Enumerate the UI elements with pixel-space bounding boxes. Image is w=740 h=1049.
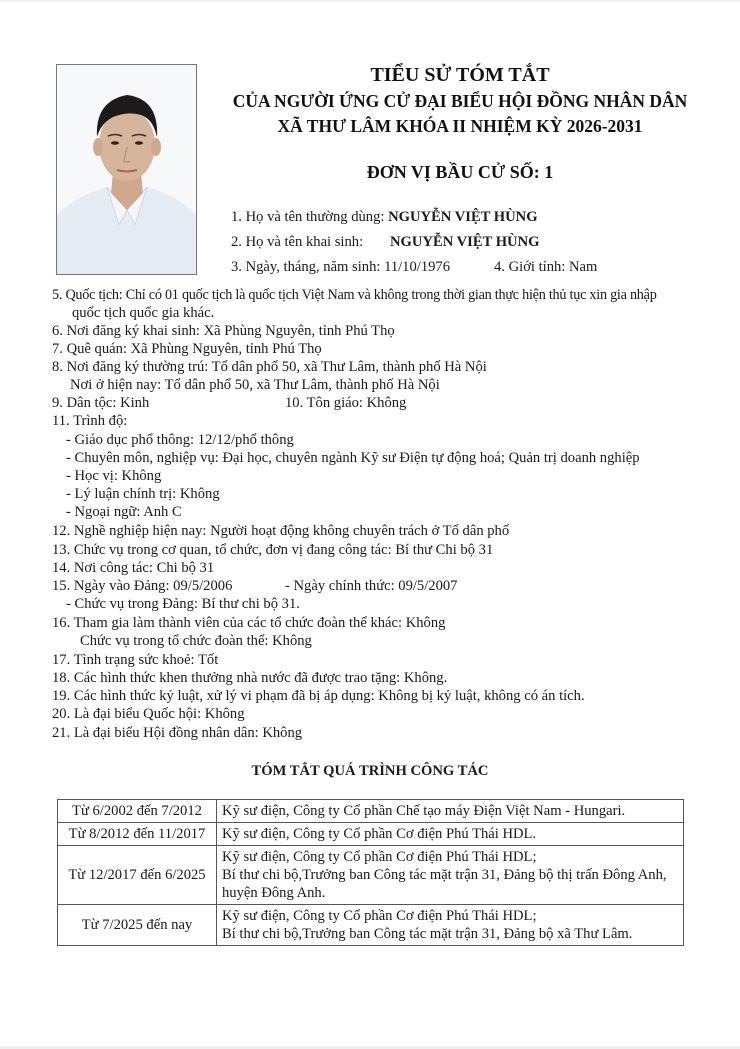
field-birth-name [231,233,363,251]
field-mass-org-position: Chức vụ trong tổ chức đoàn thể: Không [80,633,312,649]
description-line: Bí thư chi bộ,Trưởng ban Công tác mặt trận 31, Đảng bộ thị trấn Đông Anh, [222,867,667,883]
document-subtitle-2: XÃ THƯ LÂM KHÓA II NHIỆM KỲ 2026-2031 [277,116,643,136]
field-common-name [231,208,538,226]
field-peoples-council-delegate: 21. Là đại biểu Hội đồng nhân dân: Không [52,725,303,741]
portrait-photo [56,64,197,275]
field-birth-name-value: NGUYỄN VIỆT HÙNG [390,234,540,250]
field-nationality: 5. Quốc tịch: Chỉ có 01 quốc tịch là quốc tịch Việt Nam và không trong thời gian thực hiện thủ tục xin gia nhập [52,287,657,303]
description-cell [217,846,684,905]
table-row [58,905,684,946]
education-item-specialty: - Chuyên môn, nghiệp vụ: Đại học, chuyên ngành Kỹ sư Điện tự động hoá; Quản trị doanh nghiệp [66,450,640,466]
field-hometown: 7. Quê quán: Xã Phùng Nguyên, tỉnh Phú Thọ [52,341,322,357]
field-national-assembly-delegate: 20. Là đại biểu Quốc hội: Không [52,706,245,722]
field-current-residence: Nơi ở hiện nay: Tổ dân phố 50, xã Thư Lâm, thành phố Hà Nội [70,377,440,393]
field-mass-organizations: 16. Tham gia làm thành viên của các tổ chức đoàn thể khác: Không [52,615,446,631]
table-row [58,846,684,905]
field-awards: 18. Các hình thức khen thưởng nhà nước đã được trao tặng: Không. [52,670,448,686]
field-party-position: - Chức vụ trong Đảng: Bí thư chi bộ 31. [66,596,300,612]
field-gender: 4. Giới tính: Nam [494,259,598,275]
field-birth-registration: 6. Nơi đăng ký khai sinh: Xã Phùng Nguyên, tỉnh Phú Thọ [52,323,395,339]
field-party-official-date: - Ngày chính thức: 09/5/2007 [285,578,458,594]
period-cell: Từ 7/2025 đến nay [58,905,217,946]
field-health: 17. Tình trạng sức khoẻ: Tốt [52,652,219,668]
description-cell [217,905,684,946]
work-history-table [57,799,684,946]
election-unit-heading: ĐƠN VỊ BẦU CỬ SỐ: 1 [366,162,554,182]
description-line: Kỹ sư điện, Công ty Cổ phần Chế tạo máy Điện Việt Nam - Hungari. [222,803,626,819]
period-cell: Từ 8/2012 đến 11/2017 [58,823,217,846]
field-religion: 10. Tôn giáo: Không [285,395,407,411]
description-line: huyện Đông Anh. [222,885,326,901]
description-cell [217,823,684,846]
field-label: 1. Họ và tên thường dùng: [231,209,389,225]
field-permanent-residence: 8. Nơi đăng ký thường trú: Tổ dân phố 50, xã Thư Lâm, thành phố Hà Nội [52,359,487,375]
table-row [58,823,684,846]
field-date-of-birth: 3. Ngày, tháng, năm sinh: 11/10/1976 [231,259,451,275]
description-line: Kỹ sư điện, Công ty Cổ phần Cơ điện Phú Thái HDL; [222,849,537,865]
field-ethnicity: 9. Dân tộc: Kinh [52,395,150,411]
field-party-join-date: 15. Ngày vào Đảng: 09/5/2006 [52,578,233,594]
field-value: NGUYỄN VIỆT HÙNG [388,209,538,225]
period-cell: Từ 12/2017 đến 6/2025 [58,846,217,905]
field-position: 13. Chức vụ trong cơ quan, tổ chức, đơn vị đang công tác: Bí thư Chi bộ 31 [52,542,494,558]
education-item-general: - Giáo dục phổ thông: 12/12/phổ thông [66,432,294,448]
field-occupation: 12. Nghề nghiệp hiện nay: Người hoạt động không chuyên trách ở Tổ dân phố [52,523,510,539]
education-item-political-theory: - Lý luận chính trị: Không [66,486,220,502]
table-row [58,800,684,823]
field-nationality-cont: quốc tịch quốc gia khác. [72,305,215,321]
person-silhouette-icon [57,65,196,274]
description-line: Kỹ sư điện, Công ty Cổ phần Cơ điện Phú Thái HDL. [222,826,537,842]
field-label: 2. Họ và tên khai sinh: [231,234,364,250]
work-history-title: TÓM TẮT QUÁ TRÌNH CÔNG TÁC [251,763,489,779]
document-title: TIỂU SỬ TÓM TẮT [370,64,550,86]
field-discipline: 19. Các hình thức kỷ luật, xử lý vi phạm đã bị áp dụng: Không bị kỷ luật, không có án tích. [52,688,585,704]
description-line: Bí thư chi bộ,Trưởng ban Công tác mặt trận 31, Đảng bộ xã Thư Lâm. [222,926,633,942]
top-edge [0,0,740,2]
field-workplace: 14. Nơi công tác: Chi bộ 31 [52,560,215,576]
description-line: Kỹ sư điện, Công ty Cổ phần Cơ điện Phú Thái HDL; [222,908,537,924]
description-cell [217,800,684,823]
education-item-foreign-language: - Ngoại ngữ: Anh C [66,504,182,520]
field-education-heading: 11. Trình độ: [52,413,128,429]
period-cell: Từ 6/2002 đến 7/2012 [58,800,217,823]
document-subtitle-1: CỦA NGƯỜI ỨNG CỬ ĐẠI BIỂU HỘI ĐỒNG NHÂN DÂN [232,91,688,111]
education-item-degree: - Học vị: Không [66,468,162,484]
